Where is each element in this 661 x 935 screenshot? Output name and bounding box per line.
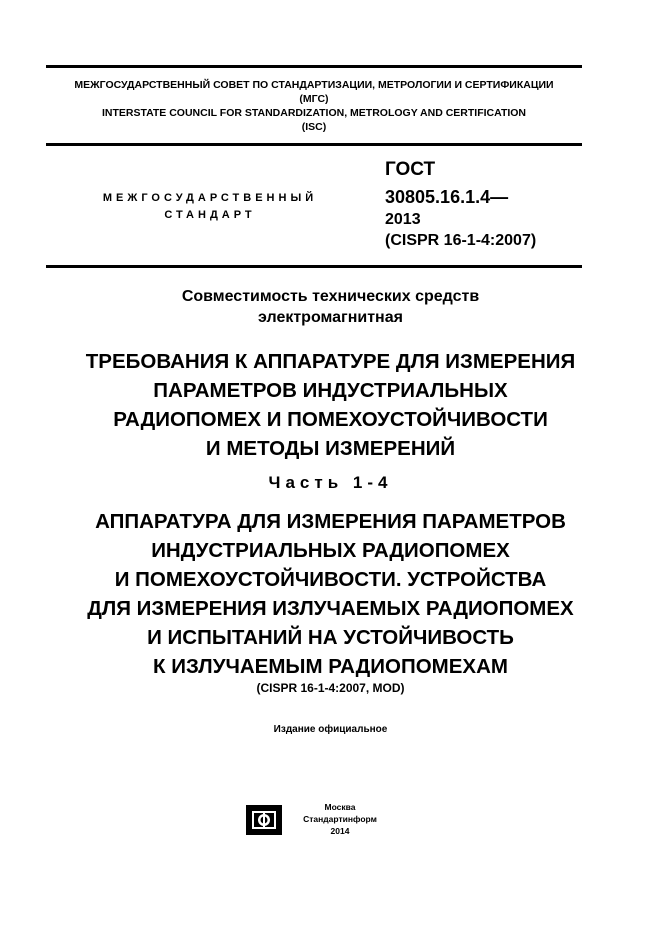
gost-number: 30805.16.1.4— <box>385 187 509 207</box>
part-title-line: ДЛЯ ИЗМЕРЕНИЯ ИЗЛУЧАЕМЫХ РАДИОПОМЕХ <box>87 597 574 620</box>
main-title-line: ТРЕБОВАНИЯ К АППАРАТУРЕ ДЛЯ ИЗМЕРЕНИЯ <box>85 350 576 373</box>
part-title-line: И ПОМЕХОУСТОЙЧИВОСТИ. УСТРОЙСТВА <box>114 568 547 591</box>
council-en-abbrev: (ISC) <box>301 121 327 133</box>
middle-divider <box>46 143 582 146</box>
part-label: Часть 1-4 <box>268 473 393 492</box>
subtitle-line2: электромагнитная <box>258 309 403 326</box>
bottom-divider <box>46 265 582 268</box>
publication-year: 2014 <box>330 826 350 836</box>
standartinform-logo-icon <box>246 805 282 835</box>
council-en-line1: INTERSTATE COUNCIL FOR STANDARDIZATION, METROLOGY AND CERTIFICATION <box>101 107 527 119</box>
gost-label: ГОСТ <box>385 159 436 180</box>
standard-label: СТАНДАРТ <box>164 209 256 221</box>
main-title-line: ПАРАМЕТРОВ ИНДУСТРИАЛЬНЫХ <box>153 379 508 402</box>
part-title-line: И ИСПЫТАНИЙ НА УСТОЙЧИВОСТЬ <box>147 626 514 649</box>
publisher-city: Москва <box>324 802 356 812</box>
main-title-line: И МЕТОДЫ ИЗМЕРЕНИЙ <box>205 437 456 460</box>
main-title-line: РАДИОПОМЕХ И ПОМЕХОУСТОЙЧИВОСТИ <box>113 408 548 431</box>
subtitle-line1: Совместимость технических средств <box>181 288 480 305</box>
council-ru-line1: МЕЖГОСУДАРСТВЕННЫЙ СОВЕТ ПО СТАНДАРТИЗАЦИИ, МЕТРОЛОГИИ И СЕРТИФИКАЦИИ <box>74 79 554 91</box>
cispr-reference: (CISPR 16-1-4:2007) <box>385 232 537 249</box>
part-title-line: АППАРАТУРА ДЛЯ ИЗМЕРЕНИЯ ПАРАМЕТРОВ <box>95 510 566 533</box>
publisher-name: Стандартинформ <box>303 814 377 824</box>
modification-reference: (CISPR 16-1-4:2007, MOD) <box>256 681 405 695</box>
council-ru-abbrev: (МГС) <box>299 93 329 105</box>
interstate-label: МЕЖГОСУДАРСТВЕННЫЙ <box>102 192 318 204</box>
part-title-line: ИНДУСТРИАЛЬНЫХ РАДИОПОМЕХ <box>151 539 510 562</box>
gost-year: 2013 <box>385 211 421 228</box>
part-title-line: К ИЗЛУЧАЕМЫМ РАДИОПОМЕХАМ <box>153 655 508 678</box>
edition-note: Издание официальное <box>273 724 388 735</box>
top-divider <box>46 65 582 68</box>
